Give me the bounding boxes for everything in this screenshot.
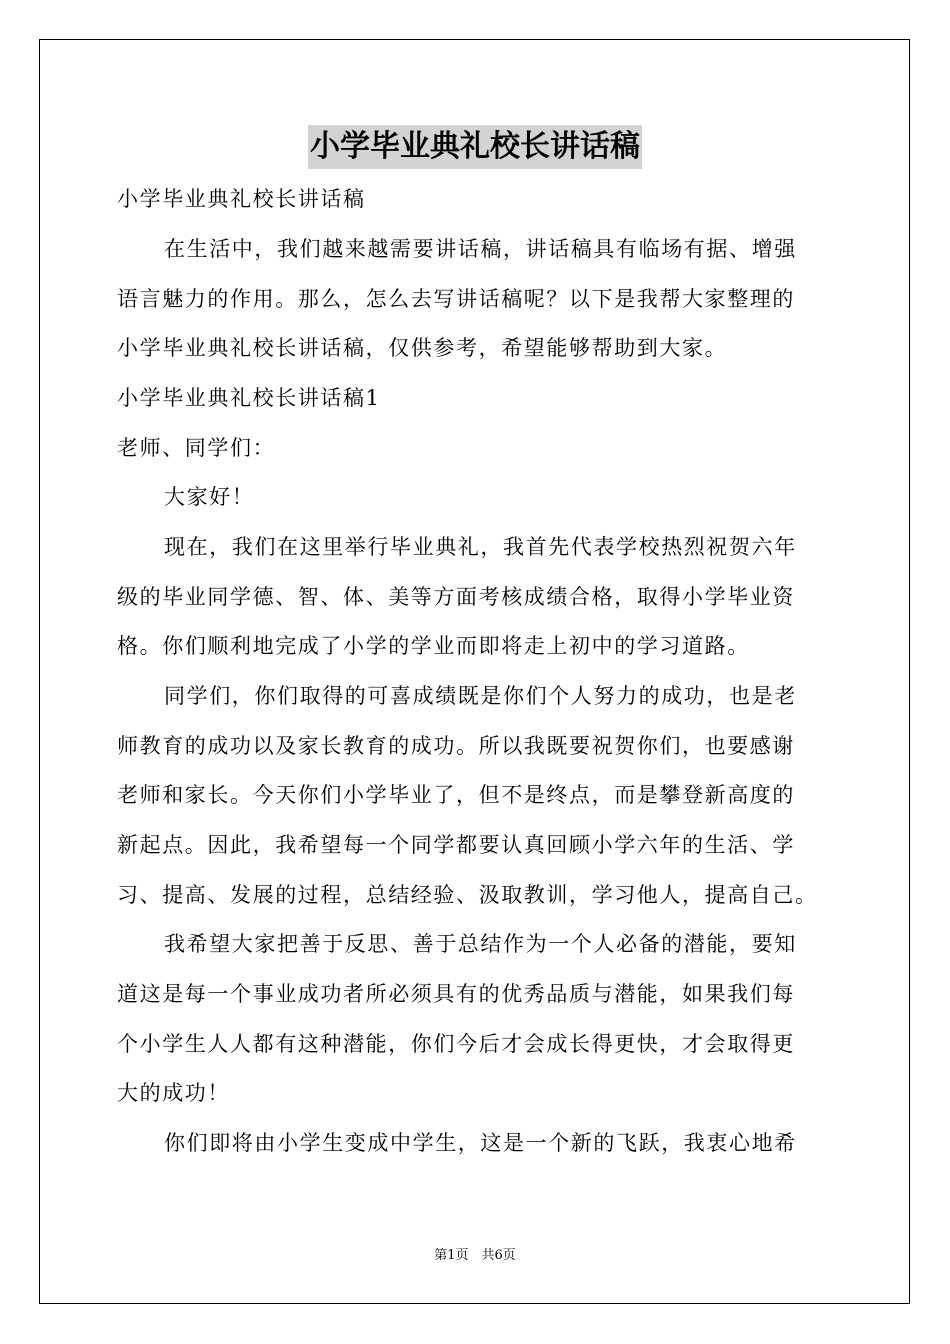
paragraph-line: 同学们，你们取得的可喜成绩既是你们个人努力的成功，也是老 bbox=[164, 684, 797, 708]
paragraph-line: 师教育的成功以及家长教育的成功。所以我既要祝贺你们，也要感谢 bbox=[117, 734, 795, 758]
greeting-line: 大家好！ bbox=[164, 485, 255, 509]
salutation-line: 老师、同学们： bbox=[117, 436, 276, 460]
page-footer: 第1页 共6页 bbox=[434, 1248, 516, 1263]
paragraph-line: 我希望大家把善于反思、善于总结作为一个人必备的潜能，要知 bbox=[164, 932, 797, 956]
section-heading: 小学毕业典礼校长讲话稿1 bbox=[117, 386, 381, 410]
paragraph-line: 格。你们顺利地完成了小学的学业而即将走上初中的学习道路。 bbox=[117, 634, 750, 658]
paragraph-line: 新起点。因此，我希望每一个同学都要认真回顾小学六年的生活、学 bbox=[117, 833, 795, 857]
paragraph-line: 老师和家长。今天你们小学毕业了，但不是终点，而是攀登新高度的 bbox=[117, 783, 795, 807]
paragraph-line: 小学毕业典礼校长讲话稿，仅供参考，希望能够帮助到大家。 bbox=[117, 336, 728, 360]
paragraph-line: 在生活中，我们越来越需要讲话稿，讲话稿具有临场有据、增强 bbox=[164, 237, 797, 261]
document-title: 小学毕业典礼校长讲话稿 bbox=[308, 125, 642, 169]
paragraph-line: 大的成功！ bbox=[117, 1081, 230, 1105]
paragraph-line: 现在，我们在这里举行毕业典礼，我首先代表学校热烈祝贺六年 bbox=[164, 535, 797, 559]
paragraph-line: 习、提高、发展的过程，总结经验、汲取教训，学习他人，提高自己。 bbox=[117, 883, 818, 907]
paragraph-line: 道这是每一个事业成功者所必须具有的优秀品质与潜能，如果我们每 bbox=[117, 982, 795, 1006]
paragraph-line: 语言魅力的作用。那么，怎么去写讲话稿呢？以下是我帮大家整理的 bbox=[117, 287, 795, 311]
paragraph-line: 你们即将由小学生变成中学生，这是一个新的飞跃，我衷心地希 bbox=[164, 1131, 797, 1155]
subtitle-line: 小学毕业典礼校长讲话稿 bbox=[117, 187, 366, 211]
paragraph-line: 个小学生人人都有这种潜能，你们今后才会成长得更快，才会取得更 bbox=[117, 1032, 795, 1056]
title-container bbox=[0, 125, 950, 169]
paragraph-line: 级的毕业同学德、智、体、美等方面考核成绩合格，取得小学毕业资 bbox=[117, 585, 795, 609]
page-border bbox=[39, 39, 910, 1304]
